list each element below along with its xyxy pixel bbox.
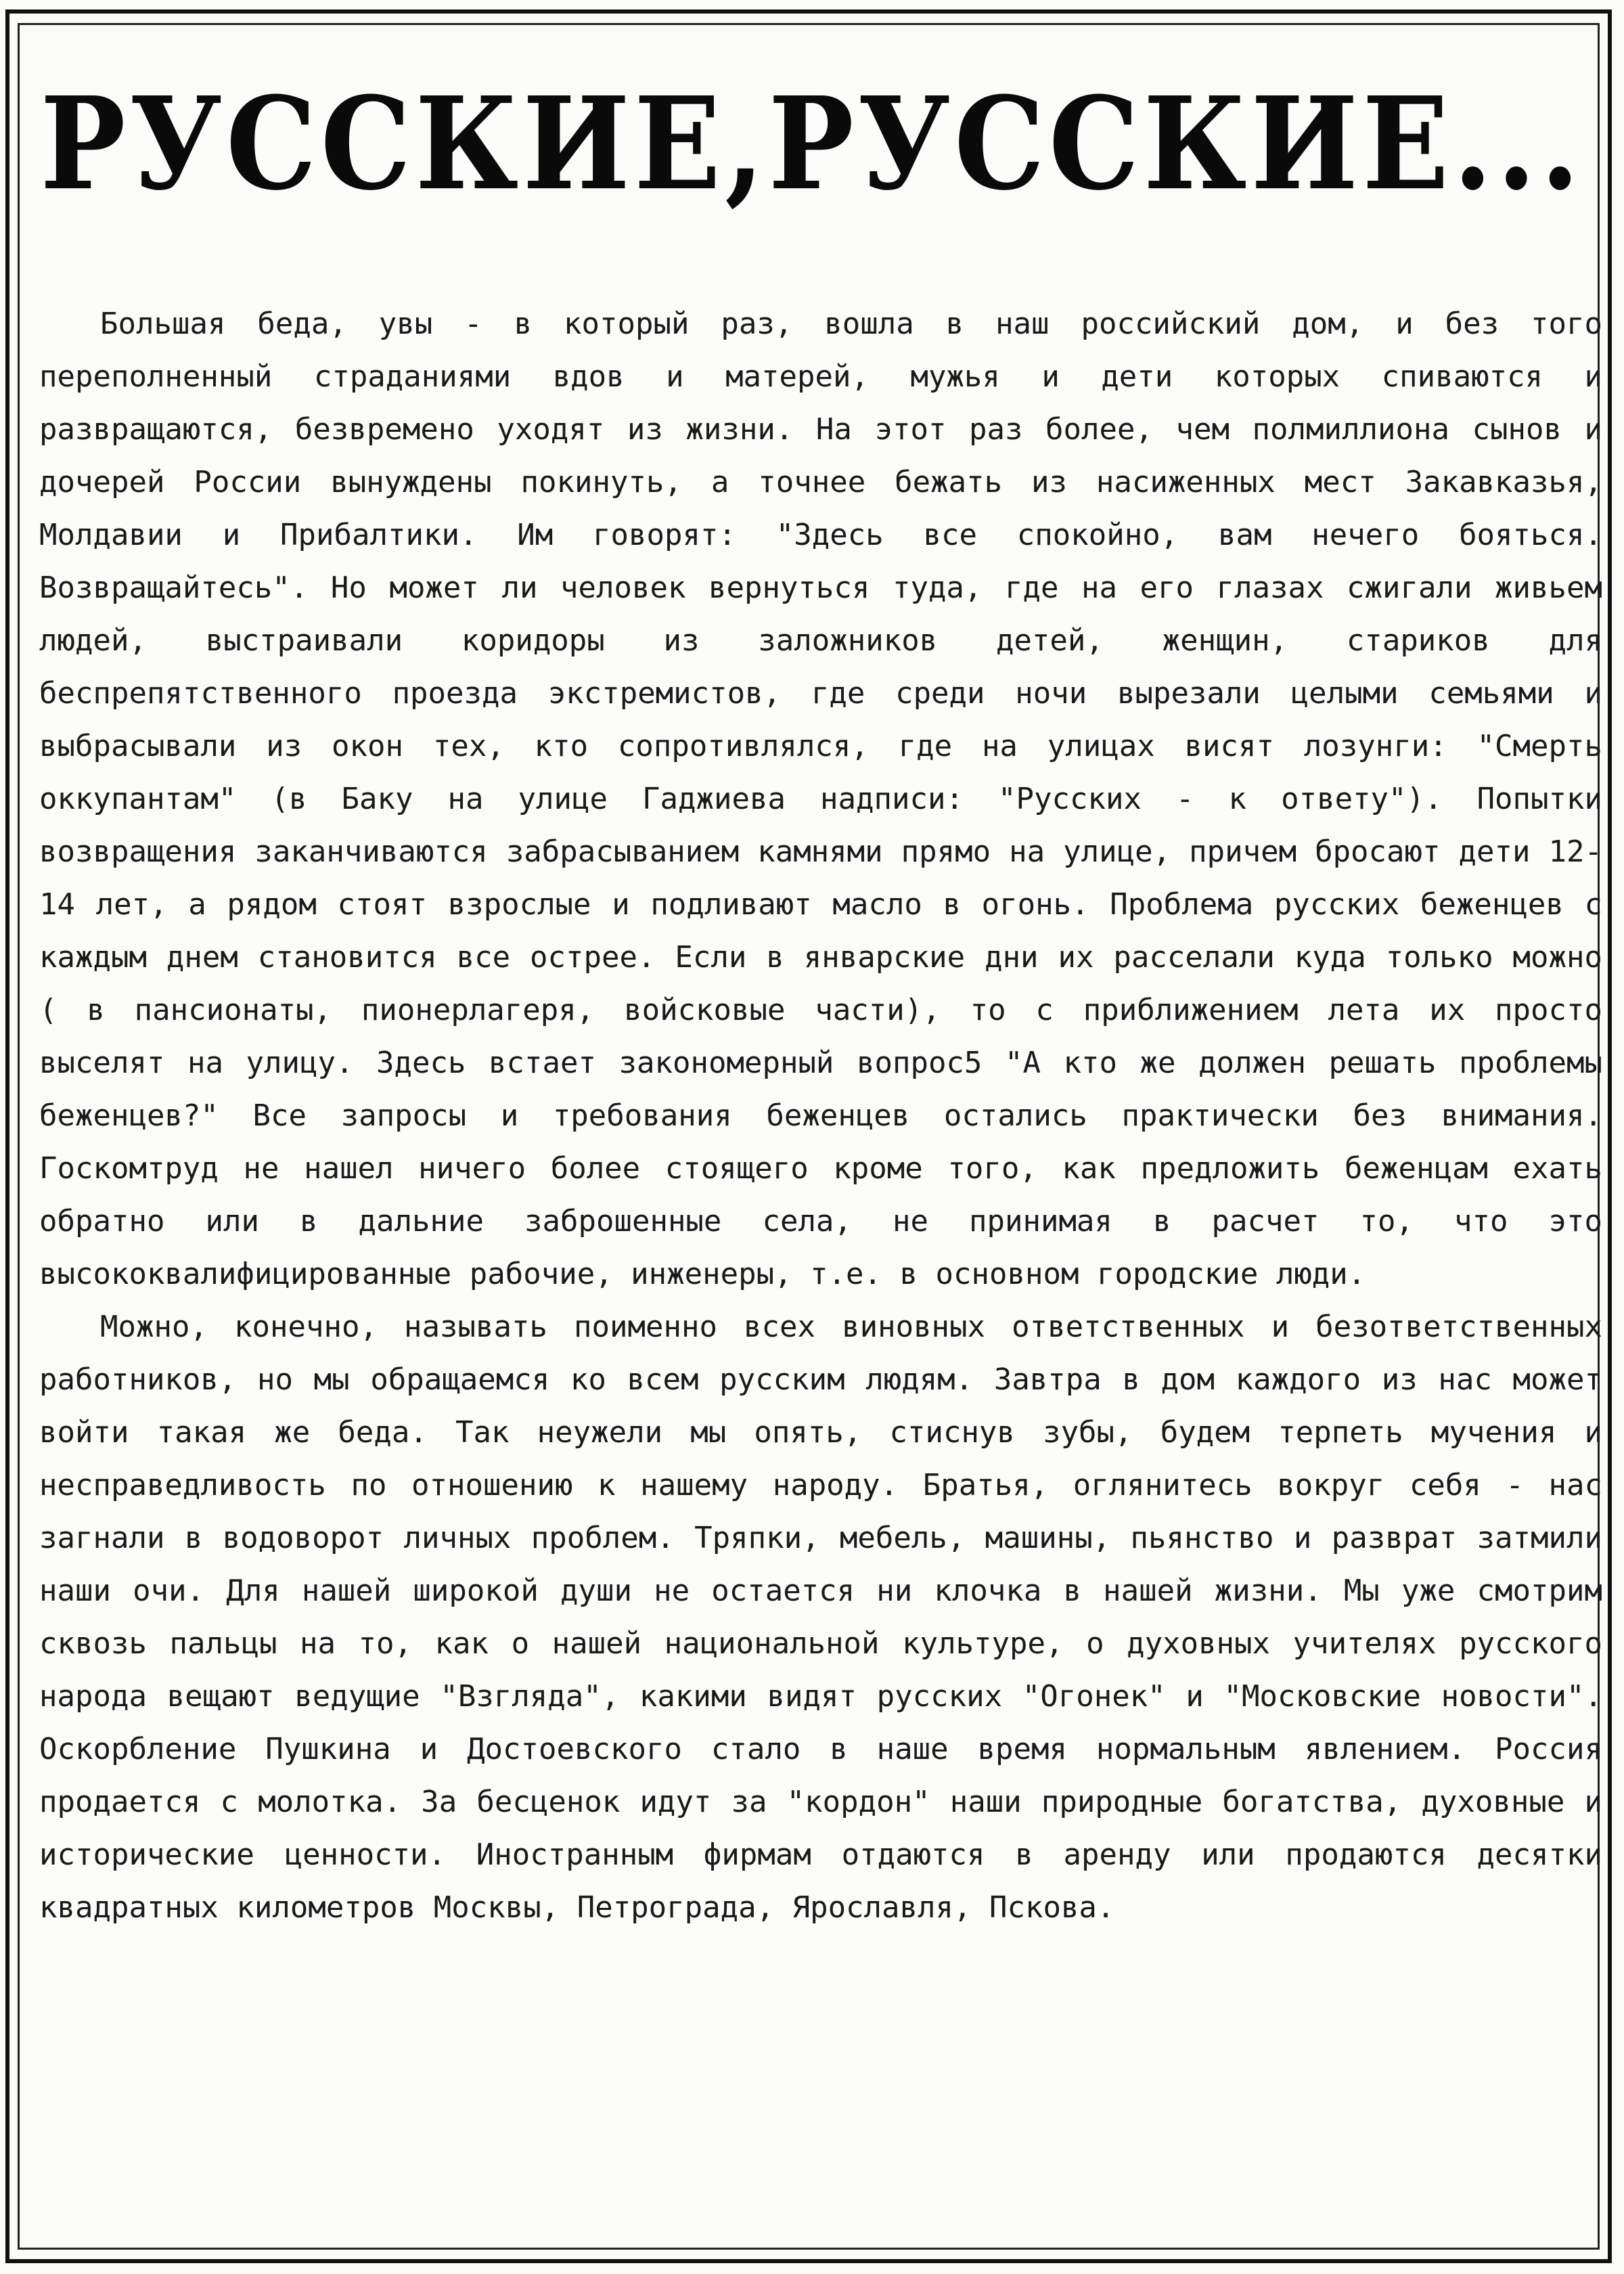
headline: РУССКИЕ,РУССКИЕ... — [40, 68, 1584, 219]
paragraph-1: Большая беда, увы - в который раз, вошла в наш российский дом, и без того переполненный страданиями вдов и матерей, мужья и дети которых спиваются и развращаются, безвремено уходят из жизни. На этот раз более, чем полмиллиона сынов и дочерей России вынуждены покинуть, а точнее бежать из насиженных мест Закавказья, Молдавии и Прибалтики. Им говорят: "Здесь все спокойно, вам нечего бояться. Возвращайтесь". Но может ли человек вернуться туда, где на его глазах сжигали живьем людей, выстраивали коридоры из заложников детей, женщин, стариков для беспрепятственного проезда экстремистов, где среди ночи вырезали целыми семьями и выбрасывали из окон тех, кто сопротивлялся, где на улицах висят лозунги: "Смерть оккупантам" (в Баку на улице Гаджиева надписи: "Русских - к ответу"). Попытки возвращения заканчиваются забрасыванием камнями прямо на улице, причем бросают дети 12-14 лет, а рядом стоят взрослые и подливают масло в огонь. Проблема русских беженцев с каждым днем становится все острее. Если в январские дни их расселали куда только можно ( в пансионаты, пионерлагеря, войсковые части), то с приближением лета их просто выселят на улицу. Здесь встает закономерный вопрос5 "А кто же должен решать проблемы беженцев?" Все запросы и требования беженцев остались практически без внимания. Госкомтруд не нашел ничего более стоящего кроме того, как предложить беженцам ехать обратно или в дальние заброшенные села, не принимая в расчет то, что это высококвалифицированные рабочие, инженеры, т.е. в основном городские люди. — [39, 307, 1602, 1291]
paragraph-2: Можно, конечно, называть поименно всех виновных ответственных и безответственных работников, но мы обращаемся ко всем русским людям. Завтра в дом каждого из нас может войти такая же беда. Так неужели мы опять, стиснув зубы, будем терпеть мучения и несправедливость по отношению к нашему народу. Братья, оглянитесь вокруг себя - нас загнали в водоворот личных проблем. Тряпки, мебель, машины, пьянство и разврат затмили наши очи. Для нашей широкой души не остается ни клочка в нашей жизни. Мы уже смотрим сквозь пальцы на то, как о нашей национальной культуре, о духовных учителях русского народа вещают ведущие "Взгляда", какими видят русских "Огонек" и "Московские новости". Оскорбление Пушкина и Достоевского стало в наше время нормальным явлением. Россия продается с молотка. За бесценок идут за "кордон" наши природные богатства, духовные и исторические ценности. Иностранным фирмам отдаются в аренду или продаются десятки квадратных километров Москвы, Петрограда, Ярославля, Пскова. — [39, 1310, 1602, 1925]
article-body — [39, 298, 1602, 1934]
